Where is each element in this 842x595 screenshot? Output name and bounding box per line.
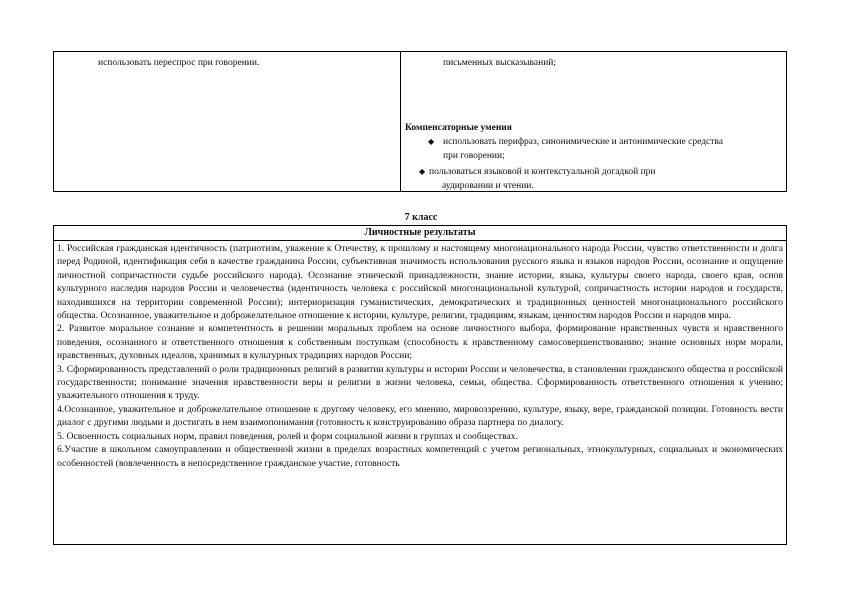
left-cell-text: использовать переспрос при говорении. bbox=[98, 58, 260, 68]
bullet-icon: ◆ bbox=[428, 137, 435, 146]
result-item-5: 5. Освоенность социальных норм, правил поведения, ролей и форм социальной жизни в группах и сообществах. bbox=[57, 430, 518, 442]
result-item-3: 3. Сформированность представлений о роли традиционных религий в развитии культуры и истории России и человечества, в становлении гражданского общества и российской государственности; понимание значения нравственности веры и религии в жизни человека, семьи, общества. Сформированность ответственного отношения к учению; уважительного отношения к труду. bbox=[57, 363, 783, 402]
result-item-2: 2. Развитое моральное сознание и компетентность в решении моральных проблем на основе личностного выбора, формирование нравственных чувств и нравственного поведения, осознанного и ответственного отношения к собственным поступкам (способность к нравственному самосовершенствованию; знание основных норм морали, нравственных, духовных идеалов, хранимых в культурных традициях народов России; bbox=[57, 323, 783, 362]
list-item-text: использовать перифраз, синонимические и антонимические средства при говорении; bbox=[443, 137, 723, 161]
top-table bbox=[53, 51, 787, 192]
list-item bbox=[401, 135, 786, 163]
list-item-text bbox=[429, 165, 729, 193]
bullet-icon: ◆ bbox=[419, 167, 426, 176]
list-item bbox=[401, 165, 786, 193]
compensatory-skills-list bbox=[401, 135, 786, 193]
top-left-cell bbox=[54, 52, 401, 191]
right-cell-text: письменных высказываний; bbox=[443, 58, 556, 68]
result-item-6: 6.Участие в школьном самоуправлении и общественной жизни в пределах возрастных компетенций с учетом региональных, этнокультурных, социальных и экономических особенностей (вовлеченность в непосредственное гражданское участие, готовность bbox=[57, 444, 783, 469]
grade-heading: 7 класс bbox=[404, 212, 438, 223]
result-item-1: 1. Российская гражданская идентичность (патриотизм, уважение к Отечеству, к прошлому и настоящему многонационального народа России, чувство ответственности и долга перед Родиной, идентификация себя в качестве гражданина России, субъективная значимость использования русского языка и языков народов России, осознание и ощущение личностной сопричастности судьбе российского народа). Осознание этнической принадлежности, знание истории, языка, культуры своего народа, своего края, основ культурного наследия народов России и человечества (идентичность человека с российской многонациональной культурой, сопричастность истории народов и государств, находившихся на территории современной России); интериоризация гуманистических, демократических и традиционных ценностей многонационального российского общества. Осознанное, уважительное и доброжелательное отношение к истории, культуре, религии, традициям, языкам, ценностям народов России и народов мира. bbox=[57, 243, 783, 322]
list-item-text-line2: аудировании и чтении. bbox=[442, 181, 534, 191]
result-item-4: 4.Осознанное, уважительное и доброжелательное отношение к другому человеку, его мнению, мировоззрению, культуре, языку, вере, гражданской позиции. Готовность вести диалог с другими людьми и достигать в нем взаимопонимания (готовность к конструированию образа партнера по диалогу. bbox=[57, 403, 783, 429]
table-body bbox=[54, 241, 786, 470]
personal-results-table bbox=[53, 225, 787, 545]
top-right-cell bbox=[401, 52, 786, 191]
table-header: Личностные результаты bbox=[54, 226, 786, 241]
compensatory-skills-heading: Компенсаторные умения bbox=[405, 123, 512, 133]
list-item-text-line1: пользоваться языковой и контекстуальной догадкой при bbox=[429, 167, 656, 177]
